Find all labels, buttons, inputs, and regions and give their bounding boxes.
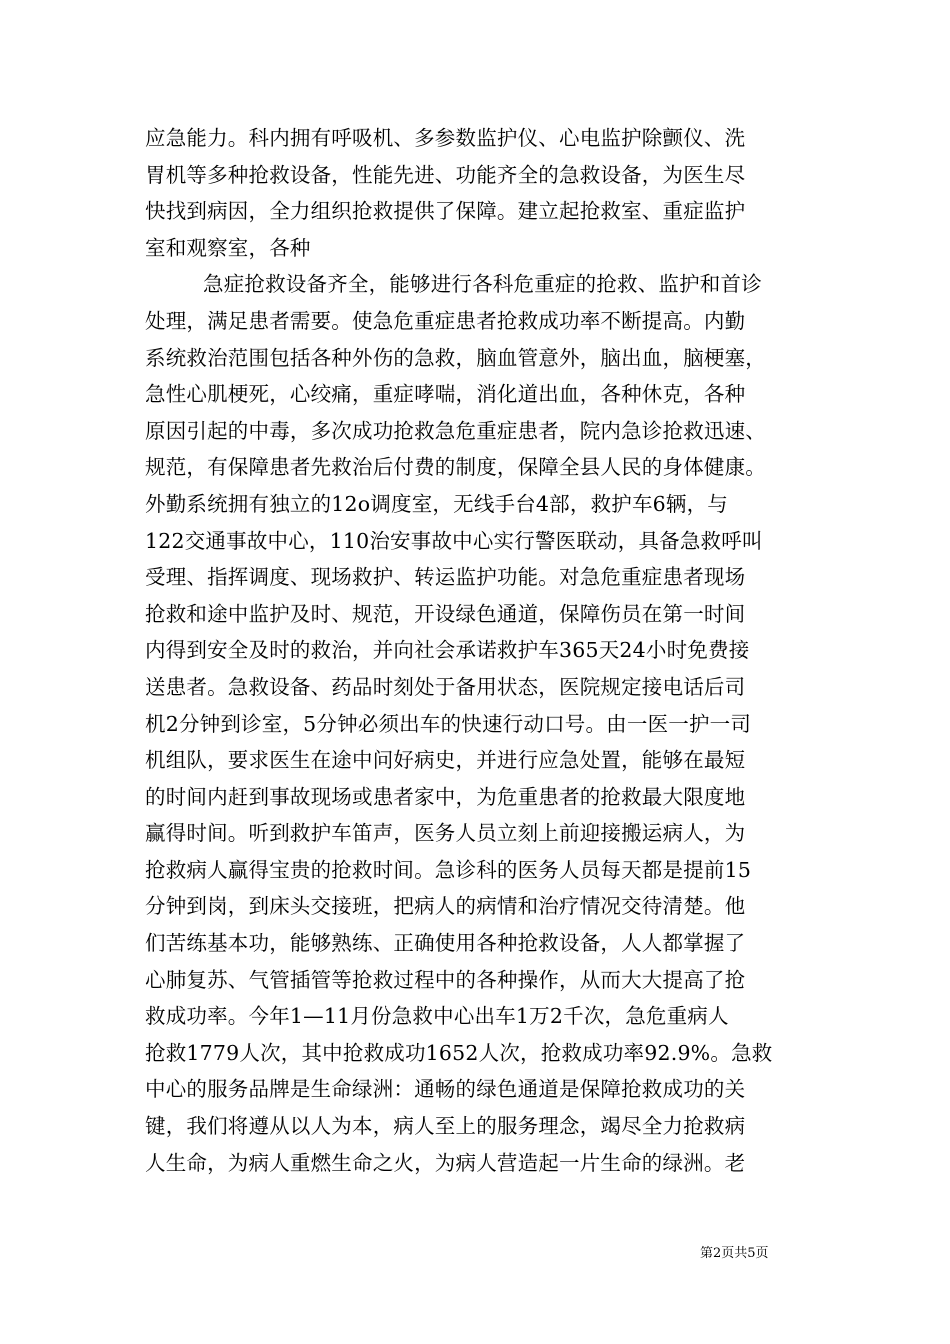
text-line: 机组队，要求医生在途中问好病史，并进行应急处置，能够在最短 [145,748,746,773]
text-line: 抢救1779人次，其中抢救成功1652人次，抢救成功率92.9%。急救 [145,1040,773,1065]
text-line: 救成功率。今年1—11月份急救中心出车1万2千次，急危重病人 [145,1004,729,1029]
text-line: 原因引起的中毒，多次成功抢救急危重症患者，院内急诊抢救迅速、 [145,418,766,443]
text-line: 送患者。急救设备、药品时刻处于备用状态，医院规定接电话后司 [145,674,746,699]
page-number-footer: 第2页共5页 [700,1246,769,1261]
text-line: 人生命，为病人重燃生命之火，为病人营造起一片生命的绿洲。老 [145,1150,746,1175]
paragraph-start-line: 急症抢救设备齐全，能够进行各科危重症的抢救、监护和首诊 [203,272,762,297]
text-line: 快找到病因，全力组织抢救提供了保障。建立起抢救室、重症监护 [145,199,746,224]
text-line: 抢救和途中监护及时、规范，开设绿色通道，保障伤员在第一时间 [145,601,746,626]
text-line: 受理、指挥调度、现场救护、转运监护功能。对急危重症患者现场 [145,565,746,590]
text-line: 机2分钟到诊室，5分钟必须出车的快速行动口号。由一医一护一司 [145,711,752,736]
text-line: 内得到安全及时的救治，并向社会承诺救护车365天24小时免费接 [145,638,750,663]
text-line: 系统救治范围包括各种外伤的急救，脑血管意外，脑出血，脑梗塞， [145,345,766,370]
text-line: 赢得时间。听到救护车笛声，医务人员立刻上前迎接搬运病人，为 [145,821,746,846]
text-line: 处理，满足患者需要。使急危重症患者抢救成功率不断提高。内勤 [145,308,746,333]
text-line: 规范，有保障患者先救治后付费的制度，保障全县人民的身体健康。 [145,455,766,480]
text-line: 们苦练基本功，能够熟练、正确使用各种抢救设备，人人都掌握了 [145,931,746,956]
text-line: 中心的服务品牌是生命绿洲：通畅的绿色通道是保障抢救成功的关 [145,1077,746,1102]
text-line: 122交通事故中心，110治安事故中心实行警医联动，具备急救呼叫 [145,528,763,553]
text-line: 胃机等多种抢救设备，性能先进、功能齐全的急救设备，为医生尽 [145,162,746,187]
text-line: 应急能力。科内拥有呼吸机、多参数监护仪、心电监护除颤仪、洗 [145,126,746,150]
text-line: 抢救病人赢得宝贵的抢救时间。急诊科的医务人员每天都是提前15 [145,857,752,882]
text-line: 的时间内赶到事故现场或患者家中，为危重患者的抢救最大限度地 [145,784,746,809]
text-line: 分钟到岗，到床头交接班，把病人的病情和治疗情况交待清楚。他 [145,894,746,919]
text-line: 外勤系统拥有独立的12o调度室，无线手台4部，救护车6辆，与 [145,491,729,516]
text-line: 急性心肌梗死，心绞痛，重症哮喘，消化道出血，各种休克，各种 [145,382,746,407]
text-line: 心肺复苏、气管插管等抢救过程中的各种操作，从而大大提高了抢 [145,967,746,992]
text-line: 室和观察室，各种 [145,235,311,260]
document-body [145,120,805,1181]
text-line: 键，我们将遵从以人为本，病人至上的服务理念，竭尽全力抢救病 [145,1114,746,1139]
